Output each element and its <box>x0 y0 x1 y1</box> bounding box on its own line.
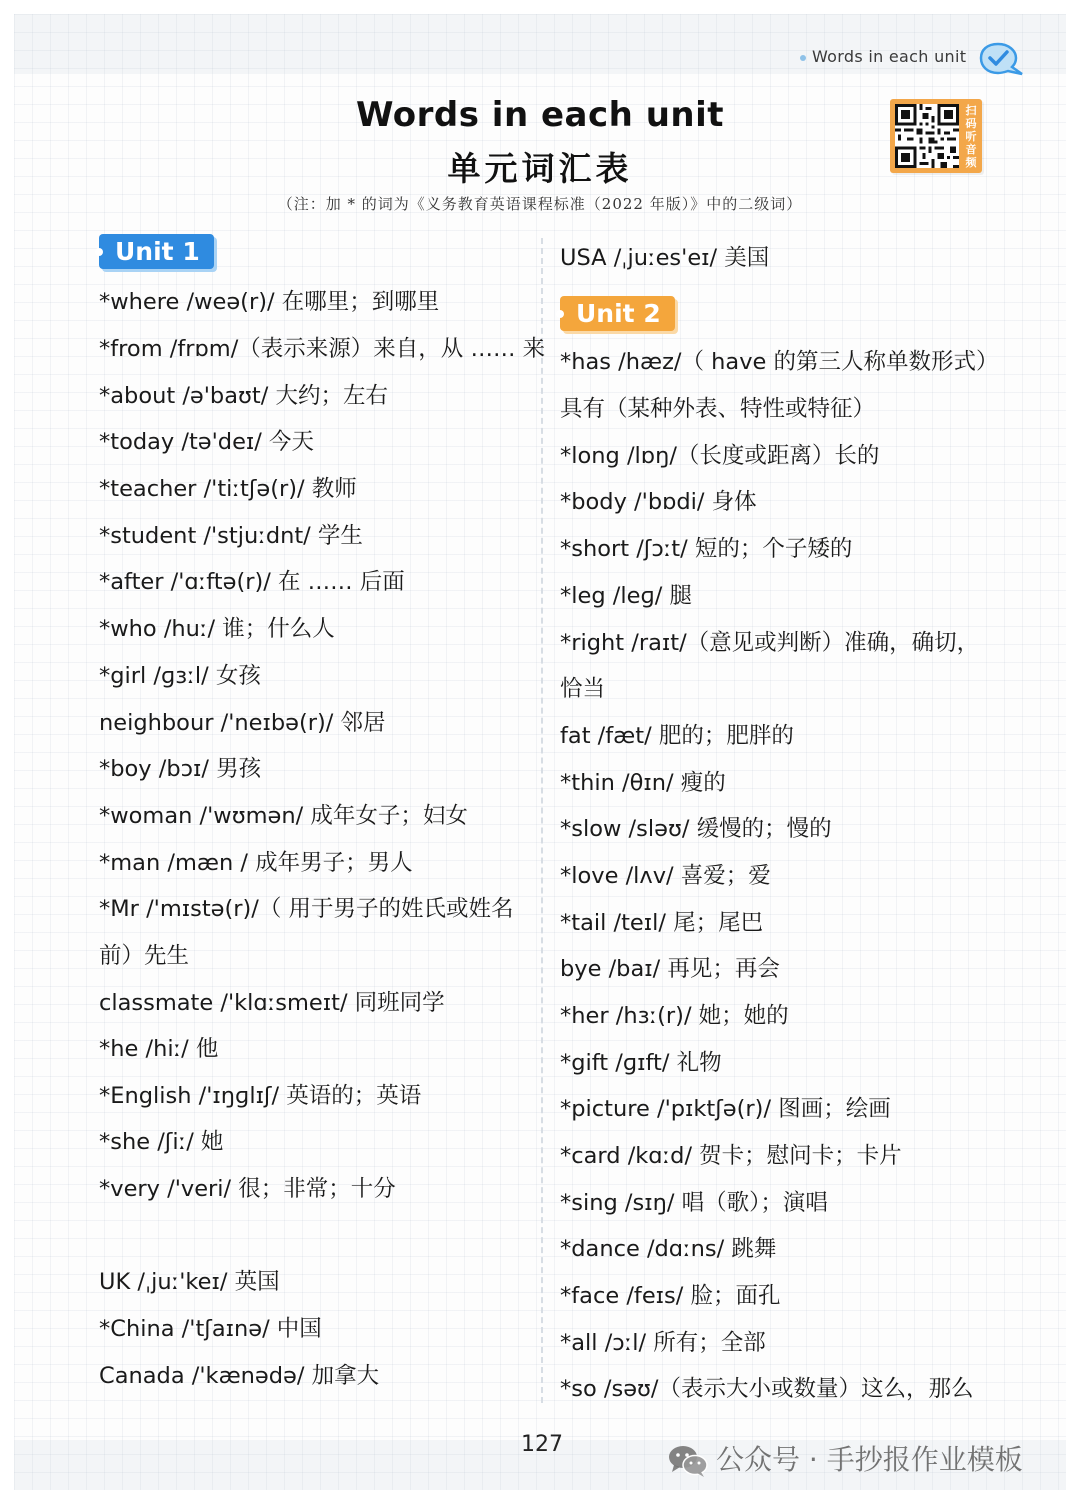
page-title-chinese: 单元词汇表 <box>447 149 633 188</box>
bullet-dot-icon <box>800 55 806 61</box>
word-entry: UK /ˌjuː'keɪ/ 英国 <box>99 1269 280 1295</box>
word-entry: *tail /teɪl/ 尾；尾巴 <box>560 910 764 936</box>
word-entry: bye /baɪ/ 再见；再会 <box>560 956 780 982</box>
word-entry: *after /'ɑːftə(r)/ 在 …… 后面 <box>99 569 405 595</box>
word-entry: *China /'tʃaɪnə/ 中国 <box>99 1316 322 1342</box>
word-entry: *gift /ɡɪft/ 礼物 <box>560 1050 722 1076</box>
badge-dot-icon <box>556 310 564 318</box>
qr-code-label: 扫码听音频 <box>965 104 977 169</box>
page-number: 127 <box>521 1432 563 1457</box>
qr-code-card[interactable] <box>890 99 982 173</box>
word-entry: *so /səʊ/（表示大小或数量）这么，那么 <box>560 1376 974 1402</box>
word-entry: 前）先生 <box>99 943 190 969</box>
watermark-text: 公众号 · 手抄报作业模板 <box>716 1443 1023 1476</box>
word-entry: *English /'ɪŋɡlɪʃ/ 英语的；英语 <box>99 1083 422 1109</box>
qr-code-icon <box>895 104 959 168</box>
word-entry: *short /ʃɔːt/ 短的；个子矮的 <box>560 536 853 562</box>
page-title-english: Words in each unit <box>355 95 725 135</box>
word-entry: fat /fæt/ 肥的；肥胖的 <box>560 723 794 749</box>
word-entry: *who /huː/ 谁；什么人 <box>99 616 335 642</box>
word-entry: *about /ə'baʊt/ 大约；左右 <box>99 383 388 409</box>
word-entry: *boy /bɔɪ/ 男孩 <box>99 756 262 782</box>
word-entry: *face /feɪs/ 脸；面孔 <box>560 1283 781 1309</box>
word-entry: *long /lɒŋ/（长度或距离）长的 <box>560 443 880 469</box>
unit-1-badge <box>99 234 214 269</box>
word-entry: *dance /dɑːns/ 跳舞 <box>560 1236 777 1262</box>
curriculum-note: （注：加 * 的词为《义务教育英语课程标准（2022 年版）》中的二级词） <box>277 195 803 213</box>
word-entry: *man /mæn / 成年男子；男人 <box>99 850 413 876</box>
word-entry: *from /frɒm/（表示来源）来自，从 …… 来 <box>99 336 546 362</box>
word-entry: *love /lʌv/ 喜爱；爱 <box>560 863 771 889</box>
watermark <box>668 1438 1023 1478</box>
word-entry: *woman /'wʊmən/ 成年女子；妇女 <box>99 803 468 829</box>
word-entry: *picture /'pɪktʃə(r)/ 图画；绘画 <box>560 1096 891 1122</box>
word-entry: *right /raɪt/（意见或判断）准确，确切， <box>560 630 980 656</box>
word-entry: classmate /'klɑːsmeɪt/ 同班同学 <box>99 990 445 1016</box>
column-divider <box>541 238 543 1403</box>
wechat-icon <box>668 1444 708 1478</box>
word-entry: *her /hɜː(r)/ 她；她的 <box>560 1003 789 1029</box>
word-entry: 恰当 <box>560 676 606 702</box>
word-entry: *body /'bɒdi/ 身体 <box>560 489 757 515</box>
word-entry: *today /tə'deɪ/ 今天 <box>99 429 315 455</box>
word-entry: 具有（某种外表、特性或特征） <box>560 396 876 422</box>
badge-dot-icon <box>95 248 103 256</box>
word-entry: *where /weə(r)/ 在哪里；到哪里 <box>99 289 440 315</box>
word-entry: *Mr /'mɪstə(r)/（ 用于男子的姓氏或姓名 <box>99 896 514 922</box>
word-entry: *teacher /'tiːtʃə(r)/ 教师 <box>99 476 357 502</box>
word-entry: *slow /sləʊ/ 缓慢的；慢的 <box>560 816 832 842</box>
word-entry: *very /'veri/ 很；非常；十分 <box>99 1176 396 1202</box>
word-entry: *card /kɑːd/ 贺卡；慰问卡；卡片 <box>560 1143 902 1169</box>
unit-2-badge <box>560 296 675 331</box>
word-entry: *she /ʃiː/ 她 <box>99 1129 224 1155</box>
check-bubble-icon <box>978 40 1024 78</box>
word-entry: *sing /sɪŋ/ 唱（歌）；演唱 <box>560 1190 828 1216</box>
running-header <box>800 47 966 66</box>
word-entry: *thin /θɪn/ 瘦的 <box>560 770 726 796</box>
word-entry: *girl /ɡɜːl/ 女孩 <box>99 663 261 689</box>
word-entry: *all /ɔːl/ 所有；全部 <box>560 1330 766 1356</box>
word-entry: *leg /leɡ/ 腿 <box>560 583 692 609</box>
running-header-text: Words in each unit <box>812 47 967 66</box>
word-entry: Canada /'kænədə/ 加拿大 <box>99 1363 380 1389</box>
word-entry: *he /hiː/ 他 <box>99 1036 219 1062</box>
word-entry: USA /ˌjuːes'eɪ/ 美国 <box>560 245 770 271</box>
unit-2-label: Unit 2 <box>576 299 661 328</box>
word-entry: neighbour /'neɪbə(r)/ 邻居 <box>99 710 386 736</box>
word-entry: *has /hæz/（ have 的第三人称单数形式） <box>560 349 999 375</box>
unit-1-label: Unit 1 <box>115 237 200 266</box>
word-entry: *student /'stjuːdnt/ 学生 <box>99 523 363 549</box>
